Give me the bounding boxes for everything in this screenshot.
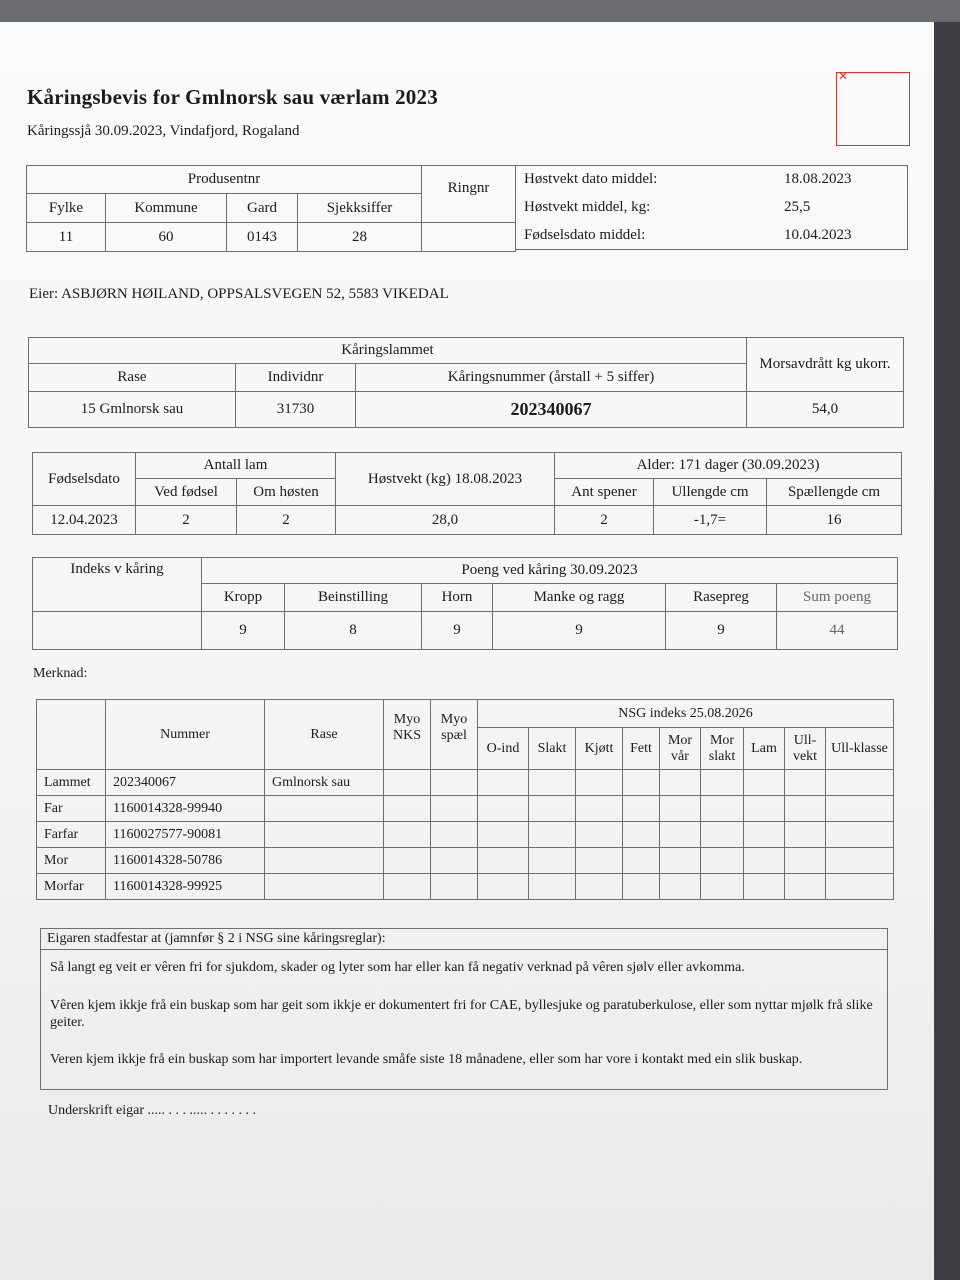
document-subtitle: Kåringssjå 30.09.2023, Vindafjord, Rogaland: [27, 123, 300, 139]
col-fylke: Fylke: [27, 194, 106, 223]
producer-table: [26, 165, 422, 252]
om-hosten-value: 2: [237, 506, 336, 535]
col-individnr: Individnr: [236, 364, 356, 392]
hostvekt-middel-value: 25,5: [777, 194, 908, 222]
row-nummer: 1160014328-99940: [106, 796, 265, 822]
ved-fodsel-value: 2: [136, 506, 237, 535]
remark-label: Merknad:: [33, 666, 88, 681]
table-row: [37, 874, 894, 900]
hostvekt-dato-label: Høstvekt dato middel:: [516, 166, 778, 194]
col-rase: Rase: [29, 364, 236, 392]
hostvekt-value: 28,0: [336, 506, 555, 535]
col-mor-slakt: Mor slakt: [701, 728, 744, 770]
lamb-table: [28, 337, 904, 428]
col-spaellengde: Spællengde cm: [767, 479, 902, 506]
col-ringnr: Ringnr: [422, 166, 516, 223]
fodselsdato-value: 12.04.2023: [33, 506, 136, 535]
col-lam: Lam: [744, 728, 785, 770]
col-ullengde: Ullengde cm: [654, 479, 767, 506]
col-ull-vekt: Ull-vekt: [785, 728, 826, 770]
rase-value: 15 Gmlnorsk sau: [29, 392, 236, 428]
confirmation-paragraph-2: Vêren kjem ikkje frå ein buskap som har geit som ikkje er dokumentert fri for CAE, byllesjuke og paratuberkulose, eller som nyttar mjølk frå slike geiter.: [50, 998, 873, 1030]
col-rasepreg: Rasepreg: [666, 584, 777, 612]
ringnr-value: [422, 223, 516, 252]
col-kommune: Kommune: [106, 194, 227, 223]
row-label: Far: [37, 796, 106, 822]
col-rase: Rase: [265, 700, 384, 770]
document-page: [0, 22, 934, 1280]
col-fodselsdato: Fødselsdato: [33, 453, 136, 506]
sum-value: 44: [777, 612, 898, 650]
sjekksiffer-value: 28: [298, 223, 422, 252]
confirmation-header: Eigaren stadfestar at (jamnfør § 2 i NSG sine kåringsreglar):: [41, 929, 887, 950]
kaaringsnr-value: 202340067: [356, 392, 747, 428]
hostvekt-dato-value: 18.08.2023: [777, 166, 908, 194]
fodselsdato-middel-value: 10.04.2023: [777, 222, 908, 250]
producer-header: Produsentnr: [27, 166, 422, 194]
row-nummer: 1160014328-99925: [106, 874, 265, 900]
col-kropp: Kropp: [202, 584, 285, 612]
col-myo-nks: Myo NKS: [384, 700, 431, 770]
ant-spener-value: 2: [555, 506, 654, 535]
col-beinstilling: Beinstilling: [285, 584, 422, 612]
individnr-value: 31730: [236, 392, 356, 428]
beinstilling-value: 8: [285, 612, 422, 650]
lamb-header: Kåringslammet: [29, 338, 747, 364]
row-nummer: 1160027577-90081: [106, 822, 265, 848]
confirmation-paragraph-1: Så langt eg veit er vêren fri for sjukdom, skader og lyter som har eller kan få negativ verknad på vêren sjølv eller avkomma.: [50, 960, 745, 975]
morsavdratt-value: 54,0: [747, 392, 904, 428]
col-fett: Fett: [623, 728, 660, 770]
col-ull-klasse: Ull-klasse: [826, 728, 894, 770]
table-row: [37, 848, 894, 874]
col-nsg-indeks: NSG indeks 25.08.2026: [478, 700, 894, 728]
spaellengde-value: 16: [767, 506, 902, 535]
row-rase: [265, 796, 384, 822]
kommune-value: 60: [106, 223, 227, 252]
table-row: [37, 822, 894, 848]
col-myo-spael: Myo spæl: [431, 700, 478, 770]
row-rase: [265, 848, 384, 874]
ringnr-table: [421, 165, 516, 252]
horn-value: 9: [422, 612, 493, 650]
col-horn: Horn: [422, 584, 493, 612]
col-om-hosten: Om høsten: [237, 479, 336, 506]
col-morsavdratt: Morsavdrått kg ukorr.: [747, 338, 904, 392]
stamp-box: [836, 69, 910, 146]
birth-table: [32, 452, 902, 535]
document-title: Kåringsbevis for Gmlnorsk sau værlam 2023: [27, 85, 438, 109]
col-blank: [37, 700, 106, 770]
fylke-value: 11: [27, 223, 106, 252]
gard-value: 0143: [227, 223, 298, 252]
row-rase: [265, 822, 384, 848]
col-indeks: Indeks v kåring: [33, 558, 202, 612]
col-slakt: Slakt: [529, 728, 576, 770]
owner-signature-line: Underskrift eigar ..... . . . ..... . . . . . . .: [48, 1103, 257, 1118]
indeks-value: [33, 612, 202, 650]
col-ved-fodsel: Ved fødsel: [136, 479, 237, 506]
pedigree-table: [36, 699, 894, 900]
col-sum: Sum poeng: [777, 584, 898, 612]
confirmation-paragraph-3: Veren kjem ikkje frå ein buskap som har importert levande småfe siste 18 månadene, eller som har vore i kontakt med ein slik buskap.: [50, 1052, 803, 1067]
row-nummer: 202340067: [106, 770, 265, 796]
table-row: [37, 796, 894, 822]
kropp-value: 9: [202, 612, 285, 650]
col-nummer: Nummer: [106, 700, 265, 770]
col-hostvekt: Høstvekt (kg) 18.08.2023: [336, 453, 555, 506]
score-table: [32, 557, 898, 650]
hostvekt-middel-label: Høstvekt middel, kg:: [516, 194, 778, 222]
rasepreg-value: 9: [666, 612, 777, 650]
owner-line: Eier: ASBJØRN HØILAND, OPPSALSVEGEN 52, 5583 VIKEDAL: [29, 286, 449, 302]
ullengde-value: -1,7=: [654, 506, 767, 535]
col-kaaringsnr: Kåringsnummer (årstall + 5 siffer): [356, 364, 747, 392]
row-label: Morfar: [37, 874, 106, 900]
col-gard: Gard: [227, 194, 298, 223]
row-label: Farfar: [37, 822, 106, 848]
col-alder: Alder: 171 dager (30.09.2023): [555, 453, 902, 479]
row-label: Mor: [37, 848, 106, 874]
col-kjott: Kjøtt: [576, 728, 623, 770]
col-ant-spener: Ant spener: [555, 479, 654, 506]
manke-value: 9: [493, 612, 666, 650]
table-row: [37, 770, 894, 796]
fodselsdato-middel-label: Fødselsdato middel:: [516, 222, 778, 250]
weight-info-table: [515, 165, 908, 250]
stamp-mark-icon: ✕: [838, 69, 849, 83]
col-oind: O-ind: [478, 728, 529, 770]
col-manke: Manke og ragg: [493, 584, 666, 612]
row-label: Lammet: [37, 770, 106, 796]
row-nummer: 1160014328-50786: [106, 848, 265, 874]
col-poeng: Poeng ved kåring 30.09.2023: [202, 558, 898, 584]
row-rase: [265, 874, 384, 900]
col-sjekksiffer: Sjekksiffer: [298, 194, 422, 223]
col-mor-var: Mor vår: [660, 728, 701, 770]
row-rase: Gmlnorsk sau: [265, 770, 384, 796]
owner-confirmation-box: [40, 928, 888, 1090]
screen-top-bar: [0, 0, 960, 22]
col-antall-lam: Antall lam: [136, 453, 336, 479]
